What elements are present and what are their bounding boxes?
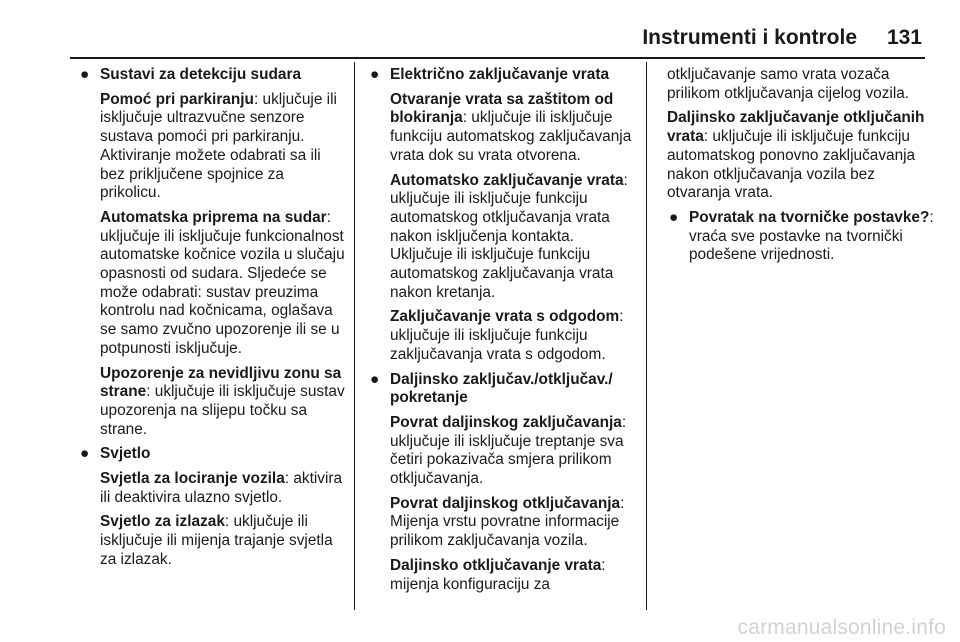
term: Svjetlo za izlazak xyxy=(100,513,225,531)
column-3 xyxy=(667,66,935,271)
paragraph xyxy=(100,470,346,507)
paragraph xyxy=(689,209,935,265)
paragraph xyxy=(390,91,640,166)
description: : uključuje ili isključuje funkciju automatskog otključavanja vrata nakon isključenja kontakta. Uključuje ili isključuje funkciju automatskog zaključavanja vrata nakon kretanja. xyxy=(390,171,628,301)
list-item xyxy=(368,371,640,595)
description: : mijenja konfiguraciju za xyxy=(390,556,606,593)
item-heading: Električno zaključavanje vrata xyxy=(390,66,610,83)
continued-text: otključavanje samo vrata vozača prilikom otključavanja cijelog vozila. xyxy=(667,66,910,102)
paragraph xyxy=(390,495,640,551)
item-heading: Daljinsko zaključav./otključav./ pokretanje xyxy=(390,370,613,407)
term: Pomoć pri parkiranju xyxy=(100,90,254,108)
section-title: Instrumenti i kontrole xyxy=(642,26,857,49)
term: Daljinsko otključavanje vrata xyxy=(390,556,602,574)
paragraph xyxy=(390,172,640,303)
item-heading: Sustavi za detekciju sudara xyxy=(100,66,302,83)
paragraph xyxy=(100,91,346,203)
term: Daljinsko zaključavanje otključanih vrata xyxy=(667,109,925,146)
page-number: 131 xyxy=(886,26,922,49)
column-1 xyxy=(78,66,346,576)
bullet-icon: ● xyxy=(80,445,90,463)
paragraph xyxy=(100,209,346,359)
column-divider-2 xyxy=(646,62,647,610)
paragraph xyxy=(390,414,640,489)
description: : uključuje ili isključuje treptanje sva četiri pokazivača smjera prilikom otključavanja. xyxy=(390,413,627,488)
term: Zaključavanje vrata s odgodom xyxy=(390,308,620,326)
description: : uključuje ili isključuje ultrazvučne senzore sustava pomoći pri parkiranju. Aktiviranje možete odabrati sa ili bez priključene spojnice za prikolicu. xyxy=(100,90,337,202)
term: Povrat daljinskog otključavanja xyxy=(390,494,621,512)
list-item xyxy=(368,66,640,365)
description: : uključuje ili isključuje funkciju automatskog zaključavanja vrata dok su vrata otvorena. xyxy=(390,109,632,164)
bullet-icon: ● xyxy=(370,66,380,83)
term: Upozorenje za nevidljivu zonu sa strane xyxy=(100,364,342,401)
term: Automatska priprema na sudar xyxy=(100,208,327,226)
description: : uključuje ili isključuje funkciju zaključavanja vrata s odgodom. xyxy=(390,308,624,363)
term: Automatsko zaključavanje vrata xyxy=(390,171,624,189)
item-heading: Svjetlo xyxy=(100,445,151,463)
paragraph xyxy=(100,513,346,569)
list-item xyxy=(78,66,346,439)
paragraph xyxy=(100,365,346,440)
list-item xyxy=(667,209,935,265)
description: : uključuje ili isključuje ili mijenja trajanje svjetla za izlazak. xyxy=(100,513,333,568)
column-2 xyxy=(368,66,640,600)
bullet-icon: ● xyxy=(370,370,380,388)
paragraph xyxy=(667,109,935,203)
column-divider-1 xyxy=(354,62,355,610)
bullet-icon: ● xyxy=(669,208,679,226)
watermark: carmanualsonline.info xyxy=(737,616,946,639)
term: Povrat daljinskog zaključavanja xyxy=(390,413,622,431)
description: : uključuje ili isključuje sustav upozorenja na slijepu točku sa strane. xyxy=(100,383,345,438)
header-divider xyxy=(70,57,925,59)
description: : uključuje ili isključuje funkcionalnost automatske kočnice vozila u slučaju opasnosti od sudara. Sljedeće se može odabrati: sustav preuzima kontrolu nad kočnicama, oglašava se samo zvučno upozorenje ili se u potpunosti isključuje. xyxy=(100,208,345,357)
description: : aktivira ili deaktivira ulazno svjetlo. xyxy=(100,470,343,506)
bullet-icon: ● xyxy=(80,66,90,83)
list-item xyxy=(78,445,346,569)
page-header xyxy=(0,0,960,56)
term: Povratak na tvorničke postavke? xyxy=(689,208,930,226)
description: : Mijenja vrstu povratne informacije prilikom zaključavanja vozila. xyxy=(390,494,625,550)
term: Svjetla za lociranje vozila xyxy=(100,470,285,488)
term: Otvaranje vrata sa zaštitom od blokiranja xyxy=(390,90,614,127)
description: : uključuje ili isključuje funkciju automatskog ponovno zaključavanja nakon otključavanja vozila bez otvaranja vrata. xyxy=(667,128,916,202)
paragraph xyxy=(390,557,640,594)
description: : vraća sve postavke na tvornički podešene vrijednosti. xyxy=(689,208,934,264)
paragraph xyxy=(390,308,640,364)
